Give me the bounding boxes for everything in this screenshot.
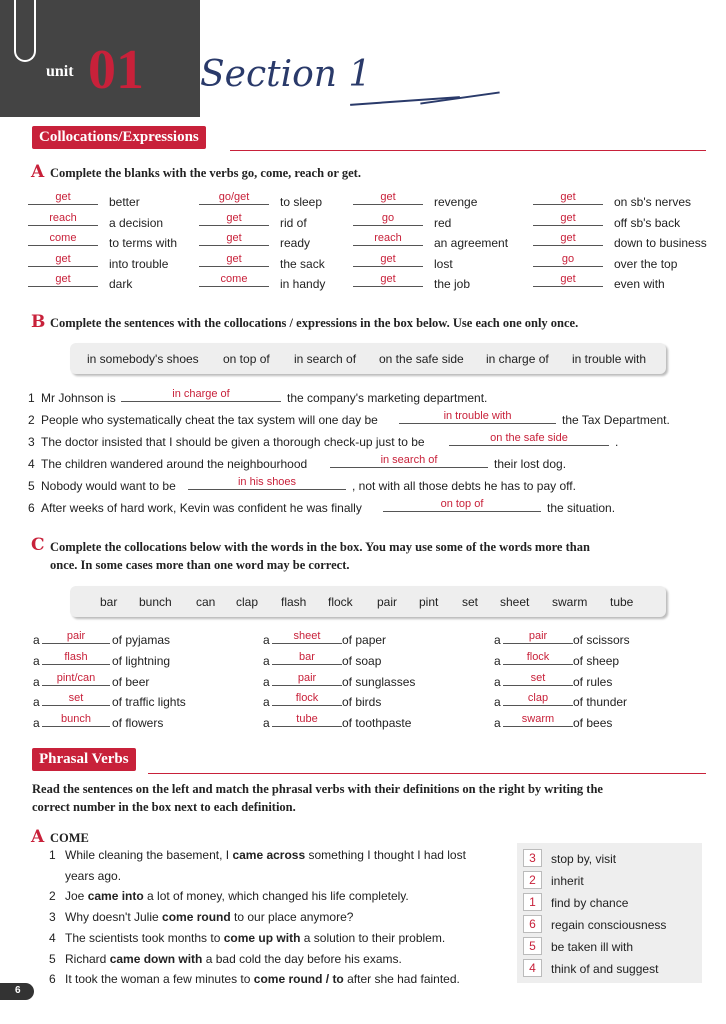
- phrasal-number: 5: [49, 951, 56, 966]
- definition-number-box[interactable]: 3: [523, 849, 542, 867]
- verb-answer[interactable]: get: [533, 273, 603, 287]
- collocation-answer[interactable]: pair: [503, 630, 573, 644]
- header-band-slant: [150, 0, 200, 117]
- sentence-text-before: The doctor insisted that I should be given a thorough check-up just to be: [41, 435, 425, 449]
- collocation-answer[interactable]: set: [503, 672, 573, 686]
- article-a: a: [33, 633, 40, 647]
- phrasal-verb: come up with: [223, 930, 301, 945]
- collocation-phrase: of pyjamas: [112, 633, 171, 647]
- phrasal-number: 3: [49, 910, 56, 925]
- collocation-answer[interactable]: pair: [272, 672, 342, 686]
- unit-label: unit: [46, 63, 74, 80]
- verb-phrase: in handy: [280, 277, 326, 291]
- words-box: [70, 586, 666, 617]
- definition-number-box[interactable]: 4: [523, 959, 542, 977]
- verb-phrase: off sb's back: [614, 215, 681, 230]
- definition-number-box[interactable]: 5: [523, 937, 542, 955]
- definition-text: think of and suggest: [551, 962, 659, 976]
- collocation-phrase: of sunglasses: [342, 674, 416, 689]
- sentence-number: 3: [28, 435, 35, 449]
- verb-answer[interactable]: get: [28, 253, 98, 267]
- definition-number-box[interactable]: 2: [523, 871, 542, 889]
- article-a: a: [263, 633, 270, 647]
- phrasal-sentence: [65, 910, 353, 924]
- definition-text: be taken ill with: [551, 940, 634, 954]
- sentence-text-after: .: [615, 435, 619, 449]
- phrasal-sentence: [65, 972, 460, 986]
- section-title: Section 1: [200, 54, 372, 95]
- box-word: bar: [100, 595, 118, 609]
- definition-text: stop by, visit: [551, 852, 617, 866]
- definition-text: find by chance: [551, 896, 629, 910]
- sentence-text-before: Nobody would want to be: [41, 479, 176, 493]
- collocation-phrase: of soap: [342, 653, 382, 668]
- phrasal-number: 4: [49, 930, 56, 945]
- collocation-answer[interactable]: pair: [42, 630, 110, 644]
- verb-answer[interactable]: reach: [353, 232, 423, 246]
- phrasal-sentence: [65, 952, 402, 966]
- sentence-text-after: their lost dog.: [494, 457, 567, 471]
- phrasal-text: a bad cold the day before his exams.: [202, 951, 402, 966]
- phrasal-text: Joe: [65, 889, 88, 904]
- article-a: a: [263, 716, 270, 731]
- phrasal-rule: [148, 773, 706, 774]
- verb-answer[interactable]: come: [28, 232, 98, 246]
- verb-phrase: down to business: [614, 236, 707, 250]
- box-expression: in trouble with: [572, 352, 647, 366]
- phrasal-text: While cleaning the basement, I: [65, 848, 233, 862]
- verb-answer[interactable]: reach: [28, 212, 98, 226]
- sentence-number: 4: [28, 457, 35, 471]
- sentence-answer[interactable]: on the safe side: [449, 432, 609, 446]
- verb-answer[interactable]: get: [353, 253, 423, 267]
- collocation-answer[interactable]: swarm: [503, 713, 573, 727]
- collocation-answer[interactable]: flash: [42, 651, 110, 665]
- verb-phrase: on sb's nerves: [614, 195, 691, 209]
- box-expression: on the safe side: [379, 352, 464, 366]
- collocation-phrase: of flowers: [112, 716, 164, 731]
- verb-phrase: ready: [280, 236, 311, 250]
- collocation-phrase: of beer: [112, 674, 150, 689]
- verb-phrase: into trouble: [109, 256, 169, 271]
- sentence-text-after: the Tax Department.: [562, 413, 670, 427]
- verb-answer[interactable]: come: [199, 273, 269, 287]
- box-word: swarm: [552, 595, 588, 609]
- collocation-phrase: of scissors: [573, 633, 630, 647]
- verb-phrase: lost: [434, 256, 453, 271]
- verb-answer[interactable]: get: [533, 191, 603, 205]
- article-a: a: [494, 674, 501, 689]
- collocation-answer[interactable]: bar: [272, 651, 342, 665]
- verb-answer[interactable]: get: [199, 253, 269, 267]
- phrasal-instruction-1: Read the sentences on the left and match the phrasal verbs with their definitions on the right by writing the: [32, 782, 603, 796]
- verb-phrase: revenge: [434, 195, 478, 209]
- phrasal-text: a solution to their problem.: [300, 930, 446, 945]
- collocation-answer[interactable]: flock: [272, 692, 342, 706]
- collocation-answer[interactable]: clap: [503, 692, 573, 706]
- sentence-text-before: The children wandered around the neighbourhood: [41, 457, 308, 471]
- verb-phrase: the sack: [280, 256, 325, 271]
- phrasal-verb: come round: [162, 910, 231, 925]
- article-a: a: [33, 695, 40, 710]
- collocation-answer[interactable]: sheet: [272, 630, 342, 644]
- phrasal-a-verb: COME: [50, 831, 89, 845]
- article-a: a: [494, 695, 501, 710]
- verb-answer[interactable]: get: [533, 212, 603, 226]
- collocation-answer[interactable]: set: [42, 692, 110, 706]
- box-word: bunch: [139, 595, 172, 609]
- phrasal-verb: come round / to: [253, 972, 344, 987]
- box-word: sheet: [500, 595, 530, 609]
- sentence-answer[interactable]: in charge of: [121, 388, 281, 402]
- collocation-phrase: of rules: [573, 674, 613, 689]
- article-a: a: [263, 653, 270, 668]
- verb-answer[interactable]: get: [28, 191, 98, 205]
- collocation-answer[interactable]: pint/can: [42, 672, 110, 686]
- box-expression: in search of: [294, 352, 357, 366]
- collocations-title: Collocations/Expressions: [32, 126, 206, 149]
- verb-answer[interactable]: get: [199, 212, 269, 226]
- collocation-grid: [0, 630, 726, 735]
- verb-answer[interactable]: go/get: [199, 191, 269, 205]
- verb-answer[interactable]: get: [353, 273, 423, 287]
- box-word: flash: [281, 595, 307, 609]
- section-a-instruction: Complete the blanks with the verbs go, come, reach or get.: [50, 166, 361, 180]
- verb-answer[interactable]: get: [199, 232, 269, 246]
- definition-number-box[interactable]: 1: [523, 893, 542, 911]
- collocation-phrase: of traffic lights: [112, 695, 186, 710]
- box-word: tube: [610, 595, 634, 609]
- section-b-instruction: Complete the sentences with the collocations / expressions in the box below. Use each one only once.: [50, 316, 579, 330]
- sentence-number: 2: [28, 413, 35, 427]
- section-a-letter: A: [31, 162, 45, 182]
- phrasal-verb: came across: [232, 848, 306, 862]
- sentence-text-after: the situation.: [547, 501, 616, 515]
- box-word: set: [462, 595, 479, 609]
- box-word: can: [196, 595, 216, 609]
- box-expression: in charge of: [486, 352, 549, 366]
- phrasal-number: 6: [49, 972, 56, 987]
- expressions-box: [70, 343, 666, 374]
- header-tab-icon: [14, 0, 36, 62]
- sentence-answer[interactable]: in his shoes: [188, 476, 346, 490]
- article-a: a: [263, 695, 270, 710]
- sentence-answer[interactable]: in search of: [330, 454, 488, 468]
- phrasal-sentences: [0, 846, 510, 994]
- article-a: a: [33, 653, 40, 668]
- article-a: a: [494, 653, 501, 668]
- verb-phrase: red: [434, 215, 452, 230]
- verb-answer[interactable]: get: [533, 232, 603, 246]
- collocation-phrase: of bees: [573, 716, 613, 731]
- collocation-phrase: of sheep: [573, 653, 620, 668]
- phrasal-text: after she had fainted.: [343, 972, 460, 987]
- collocation-phrase: of paper: [342, 633, 387, 647]
- sentence-text-before: People who systematically cheat the tax system will one day be: [41, 413, 378, 427]
- definition-number-box[interactable]: 6: [523, 915, 542, 933]
- sentence-text-after: , not with all those debts he has to pay off.: [352, 479, 576, 493]
- verb-answer[interactable]: get: [353, 191, 423, 205]
- verb-phrase: dark: [109, 277, 133, 291]
- collocation-phrase: of birds: [342, 695, 382, 710]
- definition-text: inherit: [551, 874, 584, 888]
- section-c-instruction-2: once. In some cases more than one word may be correct.: [50, 558, 350, 572]
- phrasal-verb: came into: [87, 889, 144, 904]
- phrasal-verb: came down with: [109, 951, 203, 966]
- phrasal-number: 2: [49, 889, 56, 904]
- phrasal-text: Richard: [65, 951, 110, 966]
- phrasal-text: It took the woman a few minutes to: [65, 972, 254, 987]
- article-a: a: [263, 674, 270, 689]
- phrasal-sentence: [65, 869, 121, 883]
- verb-phrase: the job: [434, 277, 471, 291]
- sentence-text-after: the company's marketing department.: [287, 391, 488, 405]
- unit-number: 01: [88, 39, 144, 101]
- phrasal-instruction-2: correct number in the box next to each definition.: [32, 800, 296, 814]
- article-a: a: [494, 633, 501, 647]
- sentence-text-before: Mr Johnson is: [41, 391, 116, 405]
- article-a: a: [33, 716, 40, 731]
- phrasal-text: something I thought I had lost: [305, 848, 466, 862]
- verb-phrase: an agreement: [434, 236, 509, 250]
- collocations-rule: [230, 150, 706, 151]
- phrasal-text: The scientists took months to: [65, 930, 224, 945]
- verb-answer[interactable]: get: [28, 273, 98, 287]
- box-expression: in somebody's shoes: [87, 352, 199, 366]
- definition-text: regain consciousness: [551, 918, 667, 932]
- collocation-phrase: of thunder: [573, 695, 628, 710]
- article-a: a: [33, 674, 40, 689]
- verb-answer[interactable]: go: [353, 212, 423, 226]
- verb-phrase: to sleep: [280, 195, 323, 209]
- box-word: clap: [236, 595, 259, 609]
- verb-answer[interactable]: go: [533, 253, 603, 267]
- sentence-number: 1: [28, 391, 35, 405]
- phrasal-number: 1: [49, 848, 56, 862]
- page-number: 6: [15, 985, 21, 996]
- collocation-answer[interactable]: bunch: [42, 713, 110, 727]
- phrasal-a-letter: A: [31, 827, 45, 847]
- sentence-answer[interactable]: in trouble with: [399, 410, 556, 424]
- phrasal-text: Why doesn't Julie: [65, 910, 163, 925]
- box-word: pint: [419, 595, 439, 609]
- phrasal-sentence: [65, 931, 445, 945]
- phrasal-sentence: [65, 848, 466, 862]
- box-word: pair: [377, 595, 398, 609]
- phrasal-title: Phrasal Verbs: [32, 748, 136, 771]
- box-word: flock: [328, 595, 353, 609]
- verb-grid: [0, 190, 726, 294]
- sentence-answer[interactable]: on top of: [383, 498, 541, 512]
- section-c-instruction-1: Complete the collocations below with the words in the box. You may use some of the words more than: [50, 540, 590, 554]
- phrasal-text: years ago.: [65, 868, 122, 883]
- sentence-number: 6: [28, 501, 35, 515]
- definitions-box: [517, 843, 702, 983]
- verb-phrase: to terms with: [109, 236, 178, 250]
- verb-phrase: a decision: [109, 215, 164, 230]
- verb-phrase: even with: [614, 277, 665, 291]
- collocation-phrase: of toothpaste: [342, 716, 412, 731]
- phrasal-sentence: [65, 889, 409, 903]
- verb-phrase: over the top: [614, 256, 678, 271]
- sentences-b: [0, 388, 726, 520]
- box-expression: on top of: [223, 352, 270, 366]
- verb-phrase: rid of: [280, 215, 307, 230]
- phrasal-text: a lot of money, which changed his life completely.: [143, 889, 409, 904]
- verb-phrase: better: [109, 195, 140, 209]
- collocation-answer[interactable]: tube: [272, 713, 342, 727]
- collocation-phrase: of lightning: [112, 653, 171, 668]
- article-a: a: [494, 716, 501, 731]
- section-c-letter: C: [31, 535, 45, 555]
- phrasal-text: to our place anymore?: [230, 910, 354, 925]
- collocation-answer[interactable]: flock: [503, 651, 573, 665]
- sentence-text-before: After weeks of hard work, Kevin was confident he was finally: [41, 501, 362, 515]
- sentence-number: 5: [28, 479, 35, 493]
- section-b-letter: B: [31, 312, 46, 332]
